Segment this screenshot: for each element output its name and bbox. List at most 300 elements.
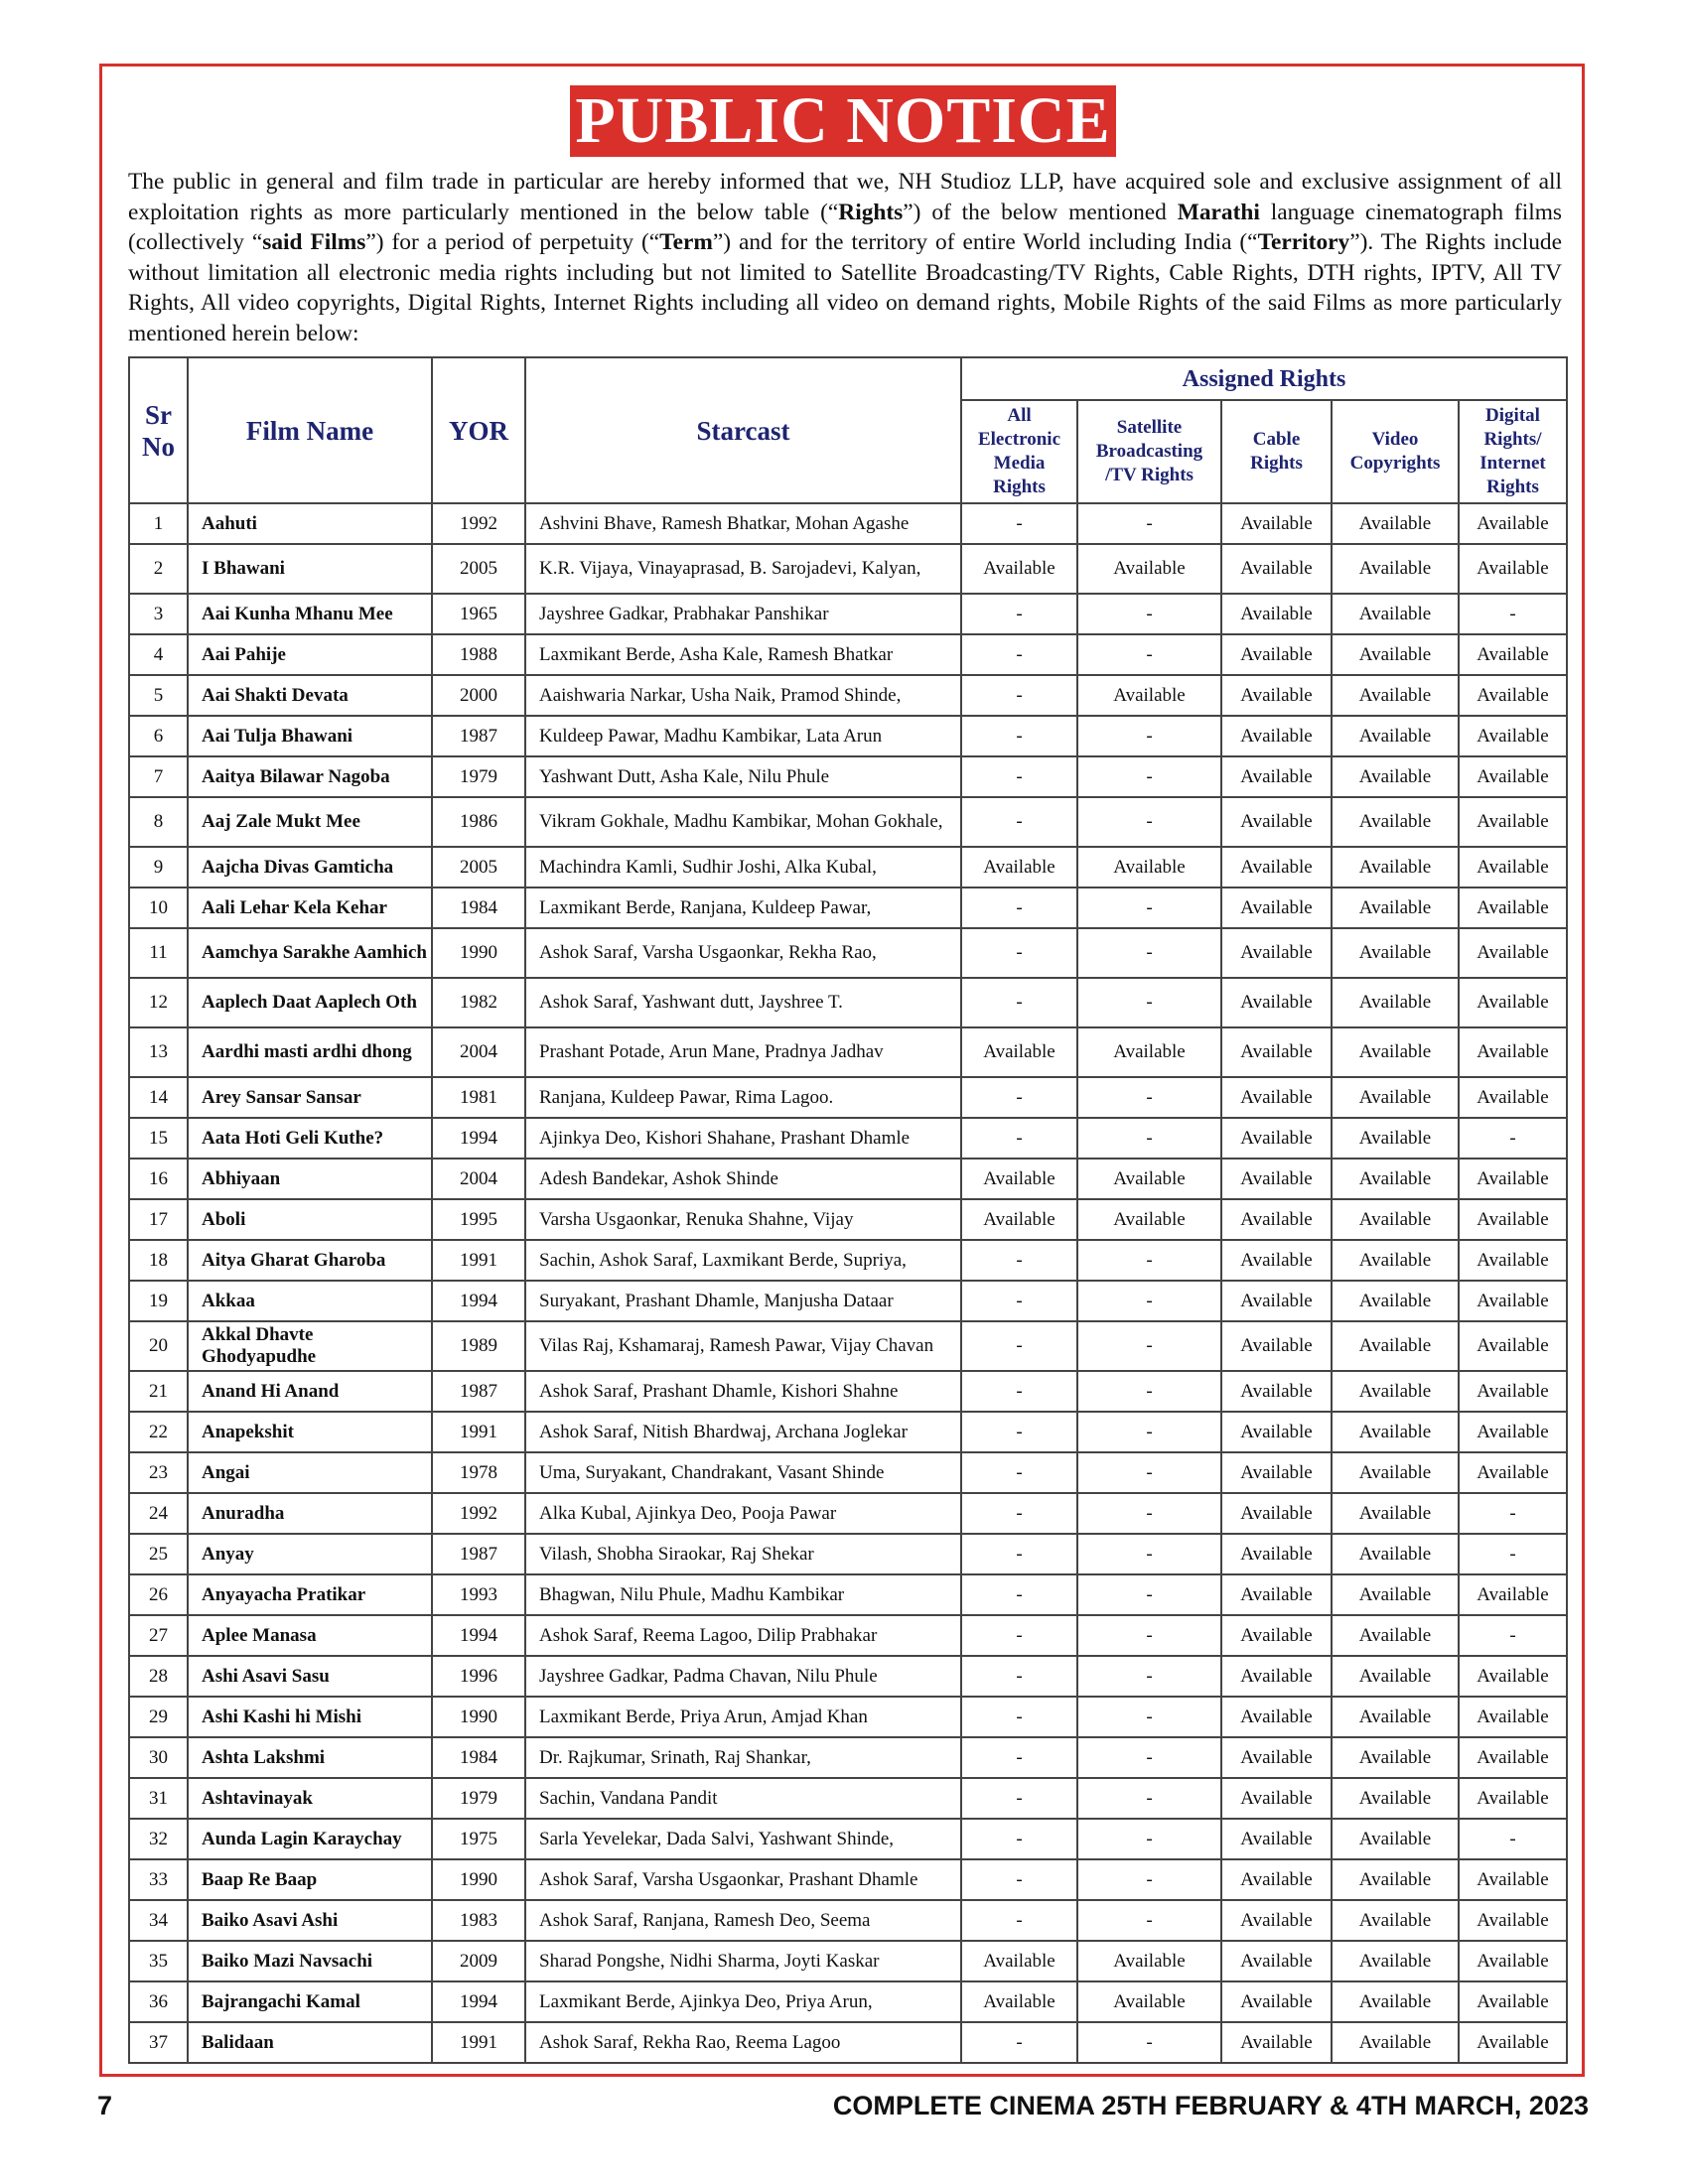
intro-bold-term: Term <box>659 229 713 255</box>
cell-cable: Available <box>1221 887 1332 928</box>
table-row <box>129 544 1567 594</box>
cell-digital: Available <box>1459 1941 1567 1981</box>
cell-digital: - <box>1459 594 1567 634</box>
cell-video: Available <box>1332 1077 1459 1118</box>
intro-text: ”) for a period of perpetuity (“ <box>365 229 660 255</box>
cell-satellite: - <box>1077 716 1221 756</box>
cell-sr-no: 25 <box>129 1534 188 1574</box>
cell-yor: 1990 <box>432 1697 525 1737</box>
cell-digital: - <box>1459 1819 1567 1859</box>
cell-sr-no: 13 <box>129 1027 188 1077</box>
cell-film-name: Aaitya Bilawar Nagoba <box>188 756 432 797</box>
cell-satellite: - <box>1077 1452 1221 1493</box>
cell-starcast: Prashant Potade, Arun Mane, Pradnya Jadhav <box>525 1027 961 1077</box>
cell-digital: Available <box>1459 1697 1567 1737</box>
cell-satellite: - <box>1077 1321 1221 1371</box>
cell-video: Available <box>1332 1159 1459 1199</box>
publication-line: COMPLETE CINEMA 25TH FEBRUARY & 4TH MARCH, 2023 <box>832 2091 1589 2120</box>
cell-video: Available <box>1332 1656 1459 1697</box>
table-row <box>129 797 1567 847</box>
cell-starcast: Varsha Usgaonkar, Renuka Shahne, Vijay <box>525 1199 961 1240</box>
cell-video: Available <box>1332 1321 1459 1371</box>
cell-satellite: - <box>1077 634 1221 675</box>
cell-cable: Available <box>1221 756 1332 797</box>
cell-starcast: Ashok Saraf, Nitish Bhardwaj, Archana Joglekar <box>525 1412 961 1452</box>
cell-digital: Available <box>1459 2022 1567 2063</box>
cell-sr-no: 35 <box>129 1941 188 1981</box>
cell-digital: Available <box>1459 544 1567 594</box>
cell-yor: 2000 <box>432 675 525 716</box>
cell-all-electronic: - <box>961 978 1077 1027</box>
intro-bold-term: Marathi <box>1177 199 1260 225</box>
cell-satellite: Available <box>1077 1027 1221 1077</box>
cell-digital: Available <box>1459 887 1567 928</box>
table-row <box>129 675 1567 716</box>
cell-video: Available <box>1332 1118 1459 1159</box>
cell-sr-no: 27 <box>129 1615 188 1656</box>
cell-digital: Available <box>1459 978 1567 1027</box>
cell-cable: Available <box>1221 978 1332 1027</box>
table-row <box>129 1159 1567 1199</box>
cell-digital: - <box>1459 1118 1567 1159</box>
cell-video: Available <box>1332 716 1459 756</box>
cell-yor: 2004 <box>432 1027 525 1077</box>
cell-all-electronic: - <box>961 1697 1077 1737</box>
table-row <box>129 1778 1567 1819</box>
cell-yor: 1995 <box>432 1199 525 1240</box>
cell-satellite: - <box>1077 1697 1221 1737</box>
cell-film-name: Ashi Asavi Sasu <box>188 1656 432 1697</box>
cell-film-name: Arey Sansar Sansar <box>188 1077 432 1118</box>
cell-cable: Available <box>1221 1321 1332 1371</box>
cell-video: Available <box>1332 634 1459 675</box>
cell-video: Available <box>1332 887 1459 928</box>
table-row <box>129 1240 1567 1281</box>
table-row <box>129 1737 1567 1778</box>
cell-all-electronic: - <box>961 1534 1077 1574</box>
cell-sr-no: 5 <box>129 675 188 716</box>
cell-satellite: - <box>1077 2022 1221 2063</box>
table-row <box>129 847 1567 887</box>
table-row <box>129 1859 1567 1900</box>
intro-text: ”). The Rights include without limitation all electronic media rights including but not limited to Satellite Broadcasting/TV Rights, Cable Rights, DTH rights, IPTV, All TV Rights, All video copyrights, Digital Rights, Internet Rights including all video on demand rights, Mobile Rights of the said Films as more particularly mentioned herein below: <box>128 229 1563 346</box>
cell-starcast: Suryakant, Prashant Dhamle, Manjusha Dataar <box>525 1281 961 1321</box>
cell-sr-no: 21 <box>129 1371 188 1412</box>
cell-cable: Available <box>1221 1199 1332 1240</box>
cell-starcast: Laxmikant Berde, Priya Arun, Amjad Khan <box>525 1697 961 1737</box>
cell-all-electronic: Available <box>961 544 1077 594</box>
cell-starcast: Kuldeep Pawar, Madhu Kambikar, Lata Arun <box>525 716 961 756</box>
header-yor: YOR <box>432 357 525 503</box>
cell-digital: Available <box>1459 1656 1567 1697</box>
cell-film-name: Aai Pahije <box>188 634 432 675</box>
cell-all-electronic: - <box>961 928 1077 978</box>
cell-starcast: Sachin, Ashok Saraf, Laxmikant Berde, Supriya, <box>525 1240 961 1281</box>
table-row <box>129 1981 1567 2022</box>
cell-cable: Available <box>1221 1615 1332 1656</box>
cell-all-electronic: Available <box>961 1159 1077 1199</box>
cell-starcast: Dr. Rajkumar, Srinath, Raj Shankar, <box>525 1737 961 1778</box>
cell-film-name: Ashtavinayak <box>188 1778 432 1819</box>
cell-digital: Available <box>1459 1859 1567 1900</box>
cell-digital: Available <box>1459 716 1567 756</box>
cell-satellite: - <box>1077 1737 1221 1778</box>
cell-sr-no: 8 <box>129 797 188 847</box>
cell-sr-no: 16 <box>129 1159 188 1199</box>
cell-yor: 1993 <box>432 1574 525 1615</box>
cell-sr-no: 12 <box>129 978 188 1027</box>
cell-video: Available <box>1332 797 1459 847</box>
cell-yor: 1994 <box>432 1118 525 1159</box>
cell-film-name: Ashi Kashi hi Mishi <box>188 1697 432 1737</box>
cell-starcast: Ashok Saraf, Reema Lagoo, Dilip Prabhakar <box>525 1615 961 1656</box>
cell-yor: 1992 <box>432 503 525 544</box>
table-row <box>129 756 1567 797</box>
table-row <box>129 1281 1567 1321</box>
cell-video: Available <box>1332 1981 1459 2022</box>
cell-cable: Available <box>1221 1118 1332 1159</box>
cell-sr-no: 33 <box>129 1859 188 1900</box>
cell-all-electronic: Available <box>961 1027 1077 1077</box>
cell-sr-no: 1 <box>129 503 188 544</box>
table-row <box>129 2022 1567 2063</box>
cell-satellite: - <box>1077 928 1221 978</box>
cell-satellite: - <box>1077 1778 1221 1819</box>
cell-satellite: - <box>1077 1371 1221 1412</box>
cell-all-electronic: - <box>961 1321 1077 1371</box>
cell-sr-no: 26 <box>129 1574 188 1615</box>
table-row <box>129 1819 1567 1859</box>
table-row <box>129 1574 1567 1615</box>
cell-all-electronic: - <box>961 1615 1077 1656</box>
cell-video: Available <box>1332 756 1459 797</box>
cell-satellite: - <box>1077 756 1221 797</box>
cell-all-electronic: - <box>961 1656 1077 1697</box>
cell-film-name: Baiko Mazi Navsachi <box>188 1941 432 1981</box>
intro-text: The public in general and film trade in particular are hereby informed that we, NH Studioz LLP, have acquired sole and exclusive assignment of all exploitation rights as more particularly mentioned in the below table (“ <box>128 169 1562 225</box>
cell-sr-no: 17 <box>129 1199 188 1240</box>
cell-all-electronic: - <box>961 1240 1077 1281</box>
cell-film-name: Balidaan <box>188 2022 432 2063</box>
table-row <box>129 1534 1567 1574</box>
cell-digital: Available <box>1459 1981 1567 2022</box>
cell-starcast: Yashwant Dutt, Asha Kale, Nilu Phule <box>525 756 961 797</box>
cell-all-electronic: Available <box>961 1941 1077 1981</box>
cell-starcast: Ashok Saraf, Rekha Rao, Reema Lagoo <box>525 2022 961 2063</box>
cell-yor: 1979 <box>432 756 525 797</box>
cell-all-electronic: - <box>961 716 1077 756</box>
cell-cable: Available <box>1221 1077 1332 1118</box>
cell-film-name: Aai Shakti Devata <box>188 675 432 716</box>
cell-film-name: Aboli <box>188 1199 432 1240</box>
table-row <box>129 503 1567 544</box>
cell-digital: Available <box>1459 503 1567 544</box>
cell-film-name: Aardhi masti ardhi dhong <box>188 1027 432 1077</box>
cell-film-name: Akkal Dhavte Ghodyapudhe <box>188 1321 432 1371</box>
cell-film-name: Akkaa <box>188 1281 432 1321</box>
cell-starcast: Ashok Saraf, Prashant Dhamle, Kishori Shahne <box>525 1371 961 1412</box>
cell-sr-no: 28 <box>129 1656 188 1697</box>
table-row <box>129 1118 1567 1159</box>
cell-cable: Available <box>1221 1452 1332 1493</box>
cell-yor: 1983 <box>432 1900 525 1941</box>
cell-starcast: Adesh Bandekar, Ashok Shinde <box>525 1159 961 1199</box>
cell-yor: 2004 <box>432 1159 525 1199</box>
cell-satellite: - <box>1077 978 1221 1027</box>
cell-cable: Available <box>1221 503 1332 544</box>
cell-starcast: Jayshree Gadkar, Padma Chavan, Nilu Phule <box>525 1656 961 1697</box>
cell-all-electronic: - <box>961 1452 1077 1493</box>
cell-sr-no: 18 <box>129 1240 188 1281</box>
cell-cable: Available <box>1221 2022 1332 2063</box>
cell-sr-no: 36 <box>129 1981 188 2022</box>
cell-cable: Available <box>1221 1697 1332 1737</box>
cell-video: Available <box>1332 675 1459 716</box>
cell-starcast: Laxmikant Berde, Ranjana, Kuldeep Pawar, <box>525 887 961 928</box>
cell-digital: Available <box>1459 1737 1567 1778</box>
cell-video: Available <box>1332 503 1459 544</box>
cell-digital: Available <box>1459 634 1567 675</box>
table-row <box>129 634 1567 675</box>
cell-sr-no: 15 <box>129 1118 188 1159</box>
cell-video: Available <box>1332 1412 1459 1452</box>
cell-satellite: - <box>1077 1534 1221 1574</box>
cell-cable: Available <box>1221 1737 1332 1778</box>
cell-video: Available <box>1332 1281 1459 1321</box>
cell-digital: Available <box>1459 1027 1567 1077</box>
cell-digital: Available <box>1459 1240 1567 1281</box>
cell-digital: Available <box>1459 1574 1567 1615</box>
cell-yor: 1978 <box>432 1452 525 1493</box>
intro-bold-term: Territory <box>1257 229 1350 255</box>
header-cable-rights: Cable Rights <box>1221 400 1332 503</box>
cell-film-name: I Bhawani <box>188 544 432 594</box>
cell-video: Available <box>1332 1371 1459 1412</box>
cell-yor: 1994 <box>432 1981 525 2022</box>
cell-cable: Available <box>1221 634 1332 675</box>
cell-film-name: Aajcha Divas Gamticha <box>188 847 432 887</box>
cell-cable: Available <box>1221 716 1332 756</box>
cell-cable: Available <box>1221 1859 1332 1900</box>
cell-film-name: Anand Hi Anand <box>188 1371 432 1412</box>
cell-satellite: - <box>1077 1656 1221 1697</box>
table-row <box>129 716 1567 756</box>
cell-satellite: - <box>1077 1281 1221 1321</box>
cell-sr-no: 30 <box>129 1737 188 1778</box>
cell-yor: 2005 <box>432 847 525 887</box>
table-row <box>129 1615 1567 1656</box>
cell-digital: Available <box>1459 1371 1567 1412</box>
cell-starcast: Uma, Suryakant, Chandrakant, Vasant Shinde <box>525 1452 961 1493</box>
cell-cable: Available <box>1221 928 1332 978</box>
cell-satellite: - <box>1077 797 1221 847</box>
cell-starcast: Sachin, Vandana Pandit <box>525 1778 961 1819</box>
intro-bold-term: Rights <box>838 199 904 225</box>
cell-digital: Available <box>1459 756 1567 797</box>
cell-video: Available <box>1332 978 1459 1027</box>
cell-satellite: - <box>1077 1900 1221 1941</box>
cell-film-name: Aunda Lagin Karaychay <box>188 1819 432 1859</box>
cell-yor: 1987 <box>432 1371 525 1412</box>
cell-all-electronic: - <box>961 1900 1077 1941</box>
cell-film-name: Aitya Gharat Gharoba <box>188 1240 432 1281</box>
cell-video: Available <box>1332 847 1459 887</box>
cell-yor: 1984 <box>432 887 525 928</box>
cell-sr-no: 20 <box>129 1321 188 1371</box>
cell-film-name: Abhiyaan <box>188 1159 432 1199</box>
cell-video: Available <box>1332 1819 1459 1859</box>
cell-sr-no: 2 <box>129 544 188 594</box>
cell-all-electronic: - <box>961 1737 1077 1778</box>
cell-digital: - <box>1459 1534 1567 1574</box>
cell-film-name: Aata Hoti Geli Kuthe? <box>188 1118 432 1159</box>
intro-text: ”) of the below mentioned <box>903 199 1178 225</box>
cell-cable: Available <box>1221 1778 1332 1819</box>
cell-starcast: Ashok Saraf, Varsha Usgaonkar, Rekha Rao, <box>525 928 961 978</box>
cell-film-name: Baap Re Baap <box>188 1859 432 1900</box>
cell-cable: Available <box>1221 847 1332 887</box>
cell-satellite: - <box>1077 1240 1221 1281</box>
cell-cable: Available <box>1221 1941 1332 1981</box>
cell-yor: 1996 <box>432 1656 525 1697</box>
cell-all-electronic: - <box>961 1778 1077 1819</box>
cell-digital: Available <box>1459 1900 1567 1941</box>
cell-yor: 1975 <box>432 1819 525 1859</box>
cell-film-name: Anyay <box>188 1534 432 1574</box>
cell-sr-no: 9 <box>129 847 188 887</box>
cell-starcast: Vilas Raj, Kshamaraj, Ramesh Pawar, Vijay Chavan <box>525 1321 961 1371</box>
cell-sr-no: 37 <box>129 2022 188 2063</box>
cell-film-name: Aali Lehar Kela Kehar <box>188 887 432 928</box>
cell-satellite: Available <box>1077 1159 1221 1199</box>
cell-cable: Available <box>1221 544 1332 594</box>
intro-text: language cinematograph films (collectively “ <box>128 199 1562 255</box>
cell-starcast: Aaishwaria Narkar, Usha Naik, Pramod Shinde, <box>525 675 961 716</box>
cell-all-electronic: Available <box>961 847 1077 887</box>
table-row <box>129 1941 1567 1981</box>
rights-table <box>128 356 1568 2064</box>
cell-cable: Available <box>1221 1159 1332 1199</box>
cell-digital: - <box>1459 1493 1567 1534</box>
header-video-copyrights: Video Copyrights <box>1332 400 1459 503</box>
table-row <box>129 1027 1567 1077</box>
cell-video: Available <box>1332 1941 1459 1981</box>
cell-all-electronic: - <box>961 887 1077 928</box>
cell-digital: Available <box>1459 797 1567 847</box>
cell-sr-no: 34 <box>129 1900 188 1941</box>
cell-film-name: Bajrangachi Kamal <box>188 1981 432 2022</box>
cell-yor: 1990 <box>432 1859 525 1900</box>
cell-video: Available <box>1332 594 1459 634</box>
cell-satellite: - <box>1077 1574 1221 1615</box>
cell-yor: 1982 <box>432 978 525 1027</box>
intro-text: ”) and for the territory of entire World including India (“ <box>712 229 1258 255</box>
cell-digital: Available <box>1459 675 1567 716</box>
cell-sr-no: 22 <box>129 1412 188 1452</box>
cell-satellite: - <box>1077 1615 1221 1656</box>
cell-film-name: Aamchya Sarakhe Aamhich <box>188 928 432 978</box>
cell-sr-no: 29 <box>129 1697 188 1737</box>
cell-satellite: - <box>1077 1819 1221 1859</box>
cell-starcast: Sharad Pongshe, Nidhi Sharma, Joyti Kaskar <box>525 1941 961 1981</box>
cell-satellite: - <box>1077 594 1221 634</box>
cell-video: Available <box>1332 928 1459 978</box>
cell-sr-no: 31 <box>129 1778 188 1819</box>
cell-starcast: Ashvini Bhave, Ramesh Bhatkar, Mohan Agashe <box>525 503 961 544</box>
cell-all-electronic: - <box>961 1574 1077 1615</box>
cell-sr-no: 7 <box>129 756 188 797</box>
cell-film-name: Anapekshit <box>188 1412 432 1452</box>
cell-yor: 1984 <box>432 1737 525 1778</box>
cell-digital: Available <box>1459 1159 1567 1199</box>
cell-film-name: Ashta Lakshmi <box>188 1737 432 1778</box>
cell-cable: Available <box>1221 1027 1332 1077</box>
cell-film-name: Aai Kunha Mhanu Mee <box>188 594 432 634</box>
table-row <box>129 1412 1567 1452</box>
cell-sr-no: 4 <box>129 634 188 675</box>
intro-bold-term: said Films <box>262 229 366 255</box>
cell-sr-no: 6 <box>129 716 188 756</box>
cell-starcast: Jayshree Gadkar, Prabhakar Panshikar <box>525 594 961 634</box>
cell-satellite: Available <box>1077 1199 1221 1240</box>
cell-all-electronic: Available <box>961 1199 1077 1240</box>
cell-video: Available <box>1332 544 1459 594</box>
cell-cable: Available <box>1221 1371 1332 1412</box>
cell-satellite: - <box>1077 1493 1221 1534</box>
cell-video: Available <box>1332 1240 1459 1281</box>
cell-satellite: - <box>1077 1859 1221 1900</box>
cell-all-electronic: - <box>961 756 1077 797</box>
cell-yor: 1991 <box>432 1240 525 1281</box>
header-assigned-rights: Assigned Rights <box>961 357 1567 400</box>
header-sr-no: Sr No <box>129 357 188 503</box>
cell-yor: 2009 <box>432 1941 525 1981</box>
page-title: PUBLIC NOTICE <box>575 84 1111 157</box>
cell-yor: 1991 <box>432 1412 525 1452</box>
cell-all-electronic: - <box>961 675 1077 716</box>
table-row <box>129 1697 1567 1737</box>
cell-cable: Available <box>1221 1281 1332 1321</box>
cell-all-electronic: - <box>961 594 1077 634</box>
cell-yor: 1991 <box>432 2022 525 2063</box>
cell-satellite: - <box>1077 503 1221 544</box>
table-row <box>129 887 1567 928</box>
cell-all-electronic: Available <box>961 1981 1077 2022</box>
table-row <box>129 1321 1567 1371</box>
cell-video: Available <box>1332 1534 1459 1574</box>
cell-starcast: K.R. Vijaya, Vinayaprasad, B. Sarojadevi, Kalyan, <box>525 544 961 594</box>
cell-yor: 1994 <box>432 1281 525 1321</box>
table-row <box>129 594 1567 634</box>
cell-digital: Available <box>1459 1281 1567 1321</box>
cell-video: Available <box>1332 1199 1459 1240</box>
table-row <box>129 1656 1567 1697</box>
cell-satellite: Available <box>1077 675 1221 716</box>
cell-all-electronic: - <box>961 1412 1077 1452</box>
header-starcast: Starcast <box>525 357 961 503</box>
table-row <box>129 1371 1567 1412</box>
cell-video: Available <box>1332 1697 1459 1737</box>
cell-yor: 1992 <box>432 1493 525 1534</box>
cell-cable: Available <box>1221 1534 1332 1574</box>
cell-yor: 2005 <box>432 544 525 594</box>
cell-cable: Available <box>1221 1412 1332 1452</box>
cell-yor: 1987 <box>432 716 525 756</box>
header-film-name: Film Name <box>188 357 432 503</box>
cell-satellite: Available <box>1077 1981 1221 2022</box>
cell-digital: Available <box>1459 928 1567 978</box>
title-banner <box>570 85 1116 157</box>
